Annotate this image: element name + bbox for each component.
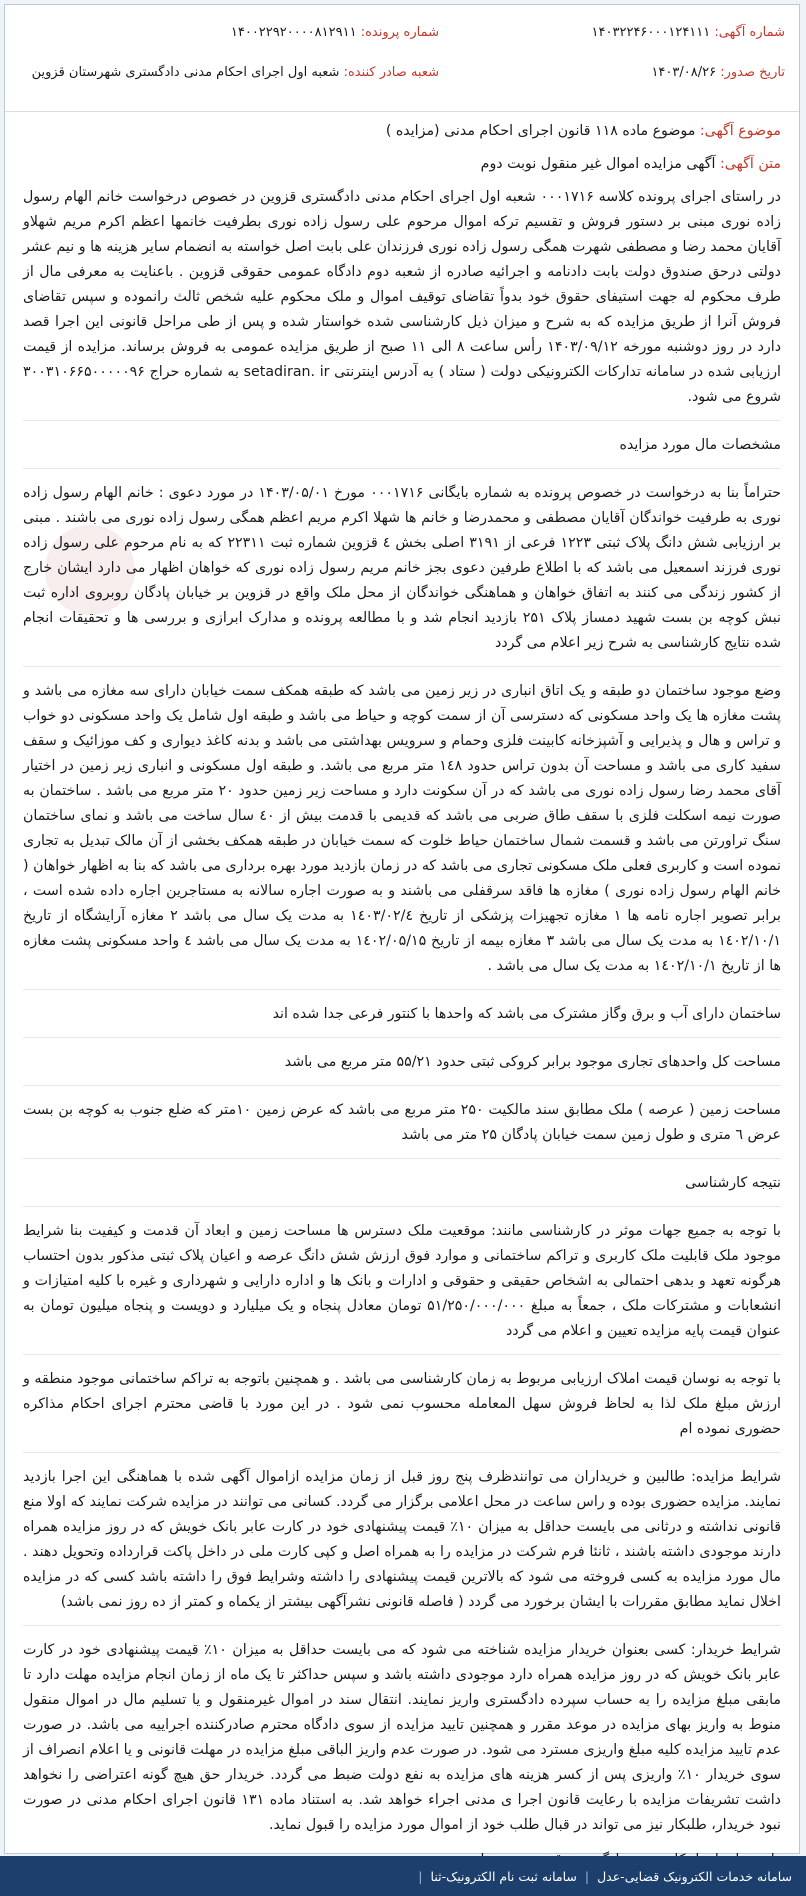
text-title-value: آگهی مزایده اموال غیر منقول نوبت دوم xyxy=(480,156,716,172)
notice-number: ۱۴۰۳۲۲۴۶۰۰۰۱۲۴۱۱۱ xyxy=(591,25,711,40)
issue-date-row xyxy=(651,65,785,80)
subject-label: موضوع آگهی: xyxy=(699,123,781,139)
commercial-area-paragraph: مساحت کل واحدهای تجاری موجود برابر کروکی ثبتی حدود ۵۵/۲۱ متر مربع می باشد xyxy=(284,1054,781,1070)
status-paragraph: وضع موجود ساختمان دو طبقه و یک اتاق انباری در زیر زمین می باشد که طبقه همکف سمت خیابان دارای سه مغازه می باشد و پشت مغازه ها یک واحد مسکونی که دسترسی آن از سمت کوچه و حیاط می باشد و طبقه اول شامل یک واحد مسکونی دو خواب و تراس و هال و پذیرایی و آشپزخانه کابینت فلزی وحمام و سرویس بهداشتی می باشد و بدنه کاغذ دیواری و کف موزائیک و سقف سفید کاری می باشد و مساحت آن بدون تراس حدود ۱٤۸ متر مربع می باشد. و طبقه اول مسکونی و انباری زیر زمین در اختیار آقای محمد رضا رسول زاده نوری می باشد که در آن سکونت دارد و مساحت زیر زمین حدود ۲۰ متر مربع می باشد . ساختمان به صورت نیمه اسکلت فلزی با سقف طاق ضربی می باشد که قدیمی با قدمت بیش از ٤۰ سال ساخت می باشد و نمای ساختمان سنگ تراورتن می باشد و قسمت شمال ساختمان حیاط خلوت که سمت خیابان در طبقه همکف بخشی از آن مالک تبدیل به تجاری نموده است و کاربری فعلی ملک مسکونی تجاری می باشد که در زمان بازدید مورد بهره برداری می باشد که بنا به اظهار خواهان ( خانم الهام رسول زاده نوری ) مغازه ها فاقد سرقفلی می باشند و به صورت اجاره سالانه به مستاجرین اجاره داده شده است ، برابر تصویر اجاره نامه ها ۱ مغازه تجهیزات پزشکی از تاریخ ۱٤۰۳/۰۲/٤ به مدت یک سال می باشد ۲ مغازه آرایشگاه از تاریخ ۱٤۰۲/۱۰/۱ به مدت یک سال می باشد ۳ مغازه بیمه از تاریخ ۱٤۰۲/۰۵/۱۵ به مدت یک سال می باشد ٤ واحد مسکونی پشت مغازه ها از تاریخ ۱٤۰۲/۱۰/۱ به مدت یک سال می باشد . xyxy=(23,683,782,974)
notice-header xyxy=(5,5,799,112)
footer-link-adl[interactable]: سامانه خدمات الکترونیک قضایی-عدل xyxy=(597,1868,792,1884)
divider xyxy=(23,1037,781,1038)
note-paragraph: با توجه به نوسان قیمت املاک ارزیابی مربوط به زمان کارشناسی می باشد . و همچنین باتوجه به تراکم ساختمانی موجود منطقه و ارزش مبلغ ملک لذا به لحاظ فروش سهل المعامله محسوب نمی شود . در این مورد با قاضی محترم اجرای احکام مذاکره حضوری نموده ام xyxy=(23,1371,781,1437)
subject-line xyxy=(23,119,781,144)
auction-terms-paragraph: شرایط مزایده: طالبین و خریداران می توانندظرف پنج روز قبل از زمان مزایده ازاموال آگهی شده با هماهنگی این اجرا بازدید نمایند. مزایده حضوری بوده و راس ساعت در محل اعلامی برگزار می گردد. کسانی می توانند در مزایده شرکت نمایند که اولا منع قانونی نداشته و درثانی می بایست حداقل به میزان ۱۰٪ قیمت پیشنهادی خود در کارت عابر بانک خویش که در روز مزایده همراه دارند موجودی داشته باشند ، ثانئا فرم شرکت در مزایده را به همراه اصل و کپی کارت ملی در داخل پاکت قرارداده وتحویل دهند . مال مورد مزایده به کسی فروخته می شود که بالاترین قیمت پیشنهادی را داشته وشرایط فوق را داشته باشد کسی که در مزایده اخلال نماید مطابق مقررات با ایشان برخورد می گردد ( فاصله قانونی نشرآگهی بیشتر از یکماه و کمتر از ده روز نمی باشد) xyxy=(23,1469,781,1610)
text-title-line xyxy=(23,152,781,177)
buyer-terms-paragraph: شرایط خریدار: کسی بعنوان خریدار مزایده شناخته می شود که می بایست حداقل به میزان ۱۰٪ قیمت پیشنهادی خود در کارت عابر بانک خویش که در روز مزایده همراه دارد موجودی داشته باشد و سپس حداکثر تا یک ماه از زمان انجام مزایده مهلت دارد تا مابقی مبلغ مزایده را به حساب سپرده دادگستری واریز نمایند. انتقال سند در اموال غیرمنقول و یا تسلیم مال در اموال منقول منوط به واریز بهای مزایده در موعد مقرر و همچنین تایید مزایده از سوی دادگاه محترم صادرکننده اجراییه می باشد. در صورت عدم تایید مزایده کلیه مبلغ واریزی مسترد می شود. در صورت عدم واریز الباقی مبلغ مزایده در مهلت قانونی و یا اعلام انصراف از سوی خریدار ۱۰٪ واریزی پس از کسر هزینه های مزایده به نفع دولت ضبط می گردد. خریدار حق هیچ گونه اعتراضی را نخواهد داشت تشریفات مزایده با رعایت قانون اجرا ی مدنی اجراء خواهد شد. به استناد ماده ۱۳۱ قانون اجرای احکام مدنی در صورت نبود خریدار، طلبکار نیز می تواند در قبال طلب خود از اموال مورد مزایده را قبول نماید. xyxy=(23,1642,781,1833)
notice-frame xyxy=(4,4,800,1854)
case-number: ۱۴۰۰۲۲۹۲۰۰۰۰۸۱۲۹۱۱ xyxy=(230,25,357,40)
land-area-paragraph: مساحت زمین ( عرصه ) ملک مطابق سند مالکیت ۲۵۰ متر مربع می باشد که عرض زمین ۱۰متر که ضلع جنوب به کوچه بن بست عرض ٦ متری و طول زمین سمت خیابان پادگان ۲۵ متر می باشد xyxy=(23,1102,781,1143)
divider xyxy=(23,666,781,667)
issue-date-label: تاریخ صدور: xyxy=(720,65,785,80)
site-footer xyxy=(0,1856,806,1896)
case-number-label: شماره پرونده: xyxy=(360,25,439,40)
case-number-row xyxy=(231,25,439,40)
issuer-label: شعبه صادر کننده: xyxy=(343,65,439,80)
footer-link-sana[interactable]: سامانه ثبت نام الکترونیک-ثنا xyxy=(430,1868,577,1884)
divider xyxy=(23,1206,781,1207)
notice-number-label: شماره آگهی: xyxy=(714,25,785,40)
notice-body xyxy=(23,119,781,1873)
notice-number-row xyxy=(592,25,785,40)
issuer-row xyxy=(32,65,439,80)
result-paragraph: با توجه به جمیع جهات موثر در کارشناسی مانند: موقعیت ملک دسترس ها مساحت زمین و ابعاد آن قدمت و کیفیت بنا شرایط موجود ملک قابلیت ملک کاربری و تراکم ساختمانی و موارد فوق ارزش شش دانگ عرصه و اعیان پلاک ثبتی مذکور بدون احتساب هرگونه تعهد و بدهی احتمالی به اشخاص حقیقی و حقوقی و ادارات و بانک ها و اداره دارایی و شهرداری و غیره با کلیه امتیازات و انشعابات و مشترکات ملک ، جمعاً به مبلغ ۵۱/۲۵۰/۰۰۰/۰۰۰ تومان معادل پنجاه و یک میلیارد و دویست و پنجاه میلیون تومان به عنوان قیمت پایه مزایده تعیین و اعلام می گردد xyxy=(23,1223,782,1339)
subject-value: موضوع ماده ۱۱۸ قانون اجرای احکام مدنی (مزایده ) xyxy=(385,123,696,139)
utilities-paragraph: ساختمان دارای آب و برق وگاز مشترک می باشد که واحدها با کنتور فرعی جدا شده اند xyxy=(272,1006,781,1022)
divider xyxy=(23,468,781,469)
divider xyxy=(23,1085,781,1086)
property-heading: مشخصات مال مورد مزایده xyxy=(619,437,781,453)
divider xyxy=(23,1625,781,1626)
result-heading: نتیجه کارشناسی xyxy=(685,1175,781,1191)
divider xyxy=(23,420,781,421)
issue-date: ۱۴۰۳/۰۸/۲۶ xyxy=(651,65,717,80)
divider xyxy=(23,1158,781,1159)
text-title-label: متن آگهی: xyxy=(719,156,781,172)
divider xyxy=(23,1452,781,1453)
issuer: شعبه اول اجرای احکام مدنی دادگستری شهرستان قزوین xyxy=(31,65,340,80)
divider xyxy=(23,989,781,990)
property-paragraph: حتراماً بنا به درخواست در خصوص پرونده به شماره بایگانی ۰۰۰۱۷۱۶ مورخ ۱۴۰۳/۰۵/۰۱ در مورد دعوی : خانم الهام رسول زاده نوری به طرفیت خواندگان آقایان مصطفی و محمدرضا و خانم ها شهلا اکرم مریم اعظم همگی رسول زاده نوری می باشند . مبنی بر ارزیابی شش دانگ پلاک ثبتی ۱۲۲۳ فرعی از ۳۱۹۱ اصلی بخش ٤ قزوین شماره ثبت ۲۲۳۱۱ که به نام مرحوم علی رسول زاده نوری فرزند اسمعیل می باشد که با اطلاع طرفین دعوی بجز خانم مریم رسول زاده نوری که خواهان اظهار می دارد ایشان خارج از کشور زندگی می کنند به اتفاق خواهان و هماهنگی خواندگان از محل ملک واقع در قزوین بر خیابان پادگان روبروی اداره ثبت نبش کوچه بن بست شهید دمساز پلاک ۲۵۱ بازدید انجام شد و با مطالعه پرونده و مدارک ابرازی و بررسی ها و تحقیقات انجام شده نتایج کارشناسی به شرح زیر اعلام می گردد xyxy=(23,485,781,651)
footer-divider: | xyxy=(584,1868,590,1884)
intro-paragraph: در راستای اجرای پرونده کلاسه ۰۰۰۱۷۱۶ شعبه اول اجرای احکام مدنی دادگستری قزوین در خصوص درخواست خانم الهام رسول زاده نوری مبنی بر دستور فروش و تقسیم ترکه اموال مرحوم علی رسول زاده نوری بطرفیت خانمها اعظم اکرم مریم شهلاو آقایان محمد رضا و مصطفی شهرت همگی رسول زاده نوری فرزندان علی بابت اصل خواسته به انضمام سایر هزینه ها و نیم عشر دولتی درحق صندوق دولت بابت دادنامه و اجرائیه صادره از شعبه دوم دادگاه عمومی حقوقی قزوین . باعنایت به معرفی مال از طرف محکوم له جهت استیفای حقوق خود بدواً تقاضای توقیف اموال و ملک محکوم علیه شخص ثالث رانموده و سپس تقاضای فروش آنرا از طریق مزایده که به شرح و میزان ذیل کارشناسی شده خواستار شده و پس از طی مراحل قانونی این اجرا قصد دارد در روز دوشنبه مورخه ۱۴۰۳/۰۹/۱۲ رأس ساعت ۸ الی ۱۱ صبح از طریق مزایده عمومی به فروش برساند. مزایده از قیمت ارزیابی شده در سامانه تدارکات الکترونیکی دولت ( ستاد ) به آدرس اینترنتی setadiran. ir به شماره حراج ۳۰۰۳۱۰۶۶۵۰۰۰۰۰۹۶ شروع می شود. xyxy=(23,189,782,405)
divider xyxy=(23,1354,781,1355)
footer-divider: | xyxy=(418,1868,423,1884)
